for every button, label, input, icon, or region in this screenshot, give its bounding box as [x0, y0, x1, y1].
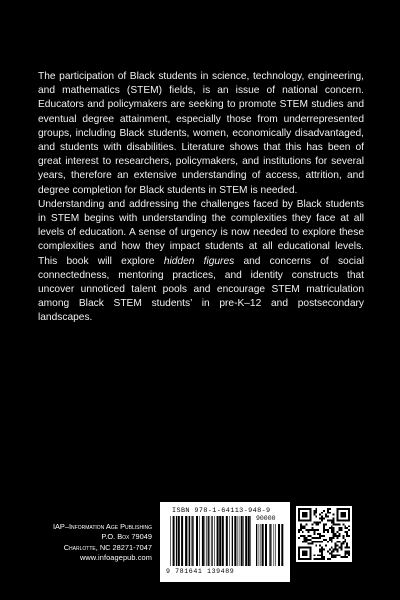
barcode-bar	[188, 516, 189, 566]
qr-module	[331, 550, 333, 552]
barcode-bar	[170, 516, 171, 566]
qr-module	[329, 558, 331, 560]
qr-module	[331, 556, 333, 558]
barcode-bar	[259, 524, 260, 566]
qr-module	[346, 535, 348, 537]
qr-module	[344, 550, 346, 552]
isbn-label: ISBN 978-1-64113-948-9	[172, 507, 271, 515]
qr-module	[302, 527, 304, 529]
price-addon: 90000	[256, 515, 276, 522]
qr-module	[333, 554, 335, 556]
qr-module	[331, 541, 333, 543]
qr-module	[306, 539, 308, 541]
qr-module	[338, 535, 340, 537]
qr-module	[323, 539, 325, 541]
barcode-bar	[199, 516, 200, 566]
barcode-bar	[176, 516, 177, 566]
qr-module	[319, 537, 321, 539]
qr-module	[308, 539, 310, 541]
qr-module	[304, 541, 306, 543]
qr-module	[302, 525, 304, 527]
barcode-bar	[196, 516, 198, 566]
qr-module	[313, 554, 315, 556]
qr-module	[315, 516, 317, 518]
qr-module	[319, 514, 321, 516]
qr-module	[310, 535, 312, 537]
barcode-bar	[210, 516, 211, 566]
qr-module	[319, 535, 321, 537]
qr-module	[308, 535, 310, 537]
qr-module	[335, 547, 337, 549]
barcode-bar	[185, 516, 187, 566]
barcode-bar	[193, 516, 194, 566]
qr-module	[335, 554, 337, 556]
qr-module	[344, 541, 346, 543]
qr-module	[310, 539, 312, 541]
qr-module	[348, 535, 350, 537]
qr-module	[344, 552, 346, 554]
qr-module	[304, 527, 306, 529]
qr-module	[329, 527, 331, 529]
qr-module	[325, 539, 327, 541]
qr-module	[331, 552, 333, 554]
barcode-bar	[275, 524, 276, 566]
qr-module	[344, 539, 346, 541]
qr-module	[325, 529, 327, 531]
qr-module	[302, 535, 304, 537]
qr-module	[323, 548, 325, 550]
barcode-bar	[243, 516, 244, 566]
qr-module	[313, 541, 315, 543]
qr-module	[310, 529, 312, 531]
qr-module	[333, 518, 335, 520]
qr-module	[346, 550, 348, 552]
qr-module	[308, 529, 310, 531]
qr-module	[344, 547, 346, 549]
qr-module	[346, 552, 348, 554]
qr-module	[333, 529, 335, 531]
qr-module	[319, 554, 321, 556]
qr-module	[313, 537, 315, 539]
barcode-bar	[265, 524, 267, 566]
qr-module	[327, 510, 329, 512]
qr-module	[311, 541, 313, 543]
qr-module	[308, 543, 310, 545]
qr-module	[315, 541, 317, 543]
addon-barcode-icon	[256, 524, 284, 566]
qr-module	[304, 535, 306, 537]
barcode-bar	[256, 524, 257, 566]
qr-module	[306, 541, 308, 543]
barcode-bar	[245, 516, 247, 566]
qr-module	[346, 545, 348, 547]
hidden-figures-emphasis: hidden figures	[163, 255, 235, 267]
qr-module	[329, 539, 331, 541]
qr-module	[317, 529, 319, 531]
qr-module	[298, 529, 300, 531]
qr-module	[327, 529, 329, 531]
qr-module	[342, 537, 344, 539]
qr-module	[321, 535, 323, 537]
qr-module	[337, 535, 339, 537]
qr-module	[317, 541, 319, 543]
qr-module	[313, 512, 315, 514]
qr-module	[331, 520, 333, 522]
qr-module	[321, 554, 323, 556]
qr-module	[333, 556, 335, 558]
qr-module	[344, 527, 346, 529]
barcode-bar	[173, 516, 175, 566]
qr-module	[333, 550, 335, 552]
qr-module	[337, 545, 339, 547]
barcode-bar	[189, 516, 190, 566]
qr-module	[302, 541, 304, 543]
qr-module	[306, 529, 308, 531]
qr-module	[335, 545, 337, 547]
qr-module	[298, 531, 300, 533]
barcode-bar	[206, 516, 207, 566]
qr-module	[333, 548, 335, 550]
qr-module	[333, 523, 335, 525]
qr-module	[323, 556, 325, 558]
qr-module	[319, 548, 321, 550]
qr-module	[306, 523, 308, 525]
barcode-bar	[250, 516, 251, 566]
qr-module	[333, 537, 335, 539]
qr-module	[338, 527, 340, 529]
qr-module	[321, 556, 323, 558]
qr-module	[340, 529, 342, 531]
qr-finder	[302, 512, 308, 518]
qr-module	[346, 543, 348, 545]
barcode-bar	[208, 516, 209, 566]
qr-module	[340, 545, 342, 547]
qr-module	[321, 550, 323, 552]
qr-module	[346, 527, 348, 529]
qr-module	[300, 535, 302, 537]
qr-module	[321, 516, 323, 518]
qr-module	[315, 521, 317, 523]
barcode-bar	[234, 516, 236, 566]
qr-module	[311, 523, 313, 525]
qr-module	[319, 558, 321, 560]
qr-module	[300, 527, 302, 529]
qr-module	[319, 550, 321, 552]
qr-module	[329, 552, 331, 554]
qr-module	[333, 535, 335, 537]
qr-module	[327, 541, 329, 543]
qr-module	[315, 545, 317, 547]
qr-module	[342, 523, 344, 525]
publisher-website: www.infoagepub.com	[79, 553, 152, 563]
qr-module	[348, 552, 350, 554]
qr-module	[313, 529, 315, 531]
qr-module	[344, 554, 346, 556]
qr-module	[321, 547, 323, 549]
qr-module	[321, 552, 323, 554]
qr-module	[323, 523, 325, 525]
barcode-bar	[281, 524, 283, 566]
qr-module	[340, 556, 342, 558]
qr-module	[327, 558, 329, 560]
qr-module	[325, 514, 327, 516]
qr-module	[346, 531, 348, 533]
qr-module	[327, 531, 329, 533]
qr-module	[346, 533, 348, 535]
qr-module	[319, 518, 321, 520]
qr-module	[344, 531, 346, 533]
qr-module	[323, 531, 325, 533]
qr-module	[317, 521, 319, 523]
qr-module	[317, 537, 319, 539]
barcode-bar	[237, 516, 238, 566]
qr-module	[323, 529, 325, 531]
barcode-bar	[229, 516, 230, 566]
barcode-bar	[192, 516, 193, 566]
qr-module	[313, 514, 315, 516]
qr-module	[319, 545, 321, 547]
barcode-bar	[269, 524, 270, 566]
qr-module	[319, 533, 321, 535]
qr-finder	[340, 512, 346, 518]
qr-module	[331, 539, 333, 541]
qr-module	[337, 541, 339, 543]
barcode-bar	[219, 516, 221, 566]
qr-module	[346, 547, 348, 549]
qr-module	[340, 548, 342, 550]
qr-module	[325, 523, 327, 525]
qr-module	[331, 537, 333, 539]
barcode-bar	[178, 516, 180, 566]
qr-module	[306, 537, 308, 539]
qr-module	[300, 523, 302, 525]
qr-module	[327, 550, 329, 552]
qr-module	[338, 523, 340, 525]
qr-module	[348, 554, 350, 556]
qr-module	[313, 521, 315, 523]
blurb-paragraph-1: The participation of Black students in science, technology, engineering, and mathematics (STEM) fields, is an issue of national concern. Educators and policymakers are seeking to promote STEM studies and eventual degree attainment, especially those from underrepresented groups, including Black students, women, economically disadvantaged, and students with disabilities. Literature shows that this has been of great interest to researchers, policymakers, and institutions for several years, therefore an extensive understanding of access, attrition, and degree completion for Black students in STEM is needed.	[38, 71, 364, 196]
barcode-bar	[274, 524, 275, 566]
qr-code-icon	[296, 506, 352, 562]
qr-module	[327, 508, 329, 510]
qr-module	[315, 508, 317, 510]
qr-finder	[302, 550, 308, 556]
qr-module	[319, 541, 321, 543]
blurb-paragraph-2	[38, 198, 364, 326]
qr-module	[333, 521, 335, 523]
qr-module	[317, 554, 319, 556]
qr-module	[335, 543, 337, 545]
qr-module	[338, 547, 340, 549]
qr-module	[348, 529, 350, 531]
qr-module	[313, 531, 315, 533]
qr-module	[348, 525, 350, 527]
qr-module	[315, 523, 317, 525]
qr-module	[308, 531, 310, 533]
qr-module	[340, 547, 342, 549]
barcode-bar	[278, 524, 280, 566]
qr-module	[313, 533, 315, 535]
qr-module	[342, 543, 344, 545]
qr-module	[344, 556, 346, 558]
qr-module	[315, 529, 317, 531]
qr-module	[325, 516, 327, 518]
qr-module	[315, 537, 317, 539]
qr-module	[302, 531, 304, 533]
qr-module	[337, 523, 339, 525]
qr-module	[329, 548, 331, 550]
barcode-bar	[211, 516, 212, 566]
qr-module	[304, 537, 306, 539]
qr-module	[331, 554, 333, 556]
qr-module	[317, 523, 319, 525]
qr-module	[298, 537, 300, 539]
qr-module	[337, 550, 339, 552]
qr-module	[317, 558, 319, 560]
qr-module	[315, 512, 317, 514]
qr-module	[335, 556, 337, 558]
publisher-address-2: Charlotte, NC 28271-7047	[63, 542, 152, 552]
qr-module	[335, 523, 337, 525]
isbn-barcode	[160, 502, 290, 582]
qr-module	[348, 547, 350, 549]
qr-module	[342, 535, 344, 537]
qr-module	[321, 518, 323, 520]
qr-module	[335, 548, 337, 550]
qr-module	[331, 547, 333, 549]
blurb-paragraph-2-text-b: and concerns of social connectedness, mentoring practices, and identity constructs that uncover unnoticed talent pools and encourage STEM matriculation among Black STEM students’ in pre-K–12 and postsecondary landscapes.	[38, 255, 365, 324]
qr-module	[333, 531, 335, 533]
barcode-digits: 9 781641 139489	[166, 568, 235, 575]
qr-module	[300, 525, 302, 527]
barcode-bar	[262, 524, 264, 566]
barcode-bar	[202, 516, 204, 566]
barcode-bar	[214, 516, 215, 566]
qr-module	[323, 558, 325, 560]
qr-module	[348, 550, 350, 552]
barcode-bar	[239, 516, 240, 566]
qr-module	[338, 533, 340, 535]
qr-module	[329, 508, 331, 510]
qr-module	[344, 525, 346, 527]
qr-module	[300, 529, 302, 531]
qr-module	[340, 527, 342, 529]
qr-module	[317, 533, 319, 535]
blurb-paragraph-2-text-a: Understanding and addressing the challenges faced by Black students in STEM begins with understanding the complexities they face at all levels of education. A sense of urgency is now needed to explore these complexities and how they impact students at all educational levels. This book will explore	[38, 198, 364, 267]
barcode-bar	[248, 516, 250, 566]
qr-module	[315, 558, 317, 560]
qr-module	[333, 533, 335, 535]
qr-module	[342, 541, 344, 543]
barcode-bar	[261, 524, 262, 566]
qr-module	[313, 510, 315, 512]
qr-module	[321, 558, 323, 560]
qr-module	[323, 518, 325, 520]
ean13-barcode-icon	[170, 516, 252, 566]
qr-module	[311, 537, 313, 539]
qr-module	[335, 533, 337, 535]
qr-module	[333, 520, 335, 522]
qr-module	[304, 539, 306, 541]
qr-module	[337, 554, 339, 556]
qr-module	[327, 520, 329, 522]
qr-module	[321, 520, 323, 522]
qr-module	[323, 510, 325, 512]
barcode-bar	[241, 516, 243, 566]
qr-module	[315, 510, 317, 512]
qr-module	[329, 537, 331, 539]
qr-module	[321, 541, 323, 543]
qr-module	[342, 556, 344, 558]
qr-module	[323, 535, 325, 537]
qr-module	[323, 525, 325, 527]
barcode-bar	[205, 516, 206, 566]
qr-module	[331, 529, 333, 531]
qr-module	[329, 520, 331, 522]
qr-module	[331, 527, 333, 529]
qr-module	[304, 525, 306, 527]
qr-module	[329, 512, 331, 514]
qr-module	[340, 543, 342, 545]
qr-module	[338, 529, 340, 531]
publisher-address-1: P.O. Box 79049	[101, 532, 152, 542]
barcode-bar	[181, 516, 183, 566]
qr-module	[333, 514, 335, 516]
qr-module	[313, 558, 315, 560]
qr-module	[338, 541, 340, 543]
barcode-bar	[232, 516, 233, 566]
qr-module	[337, 548, 339, 550]
publisher-name: IAP–Information Age Publishing	[52, 522, 152, 531]
barcode-bar	[217, 516, 219, 566]
qr-module	[335, 535, 337, 537]
barcode-bar	[226, 516, 228, 566]
barcode-bar	[222, 516, 224, 566]
qr-module	[321, 548, 323, 550]
qr-module	[311, 543, 313, 545]
qr-module	[327, 512, 329, 514]
qr-module	[331, 531, 333, 533]
qr-module	[331, 521, 333, 523]
qr-module	[310, 543, 312, 545]
qr-module	[331, 525, 333, 527]
qr-module	[338, 554, 340, 556]
qr-module	[311, 527, 313, 529]
barcode-bar	[270, 524, 271, 566]
qr-module	[333, 527, 335, 529]
publisher-block	[52, 522, 152, 564]
qr-module	[327, 516, 329, 518]
qr-module	[346, 556, 348, 558]
qr-module	[337, 537, 339, 539]
qr-module	[321, 512, 323, 514]
qr-module	[311, 529, 313, 531]
blurb-text	[38, 70, 364, 326]
qr-module	[319, 521, 321, 523]
qr-module	[323, 527, 325, 529]
qr-module	[325, 545, 327, 547]
qr-module	[337, 531, 339, 533]
